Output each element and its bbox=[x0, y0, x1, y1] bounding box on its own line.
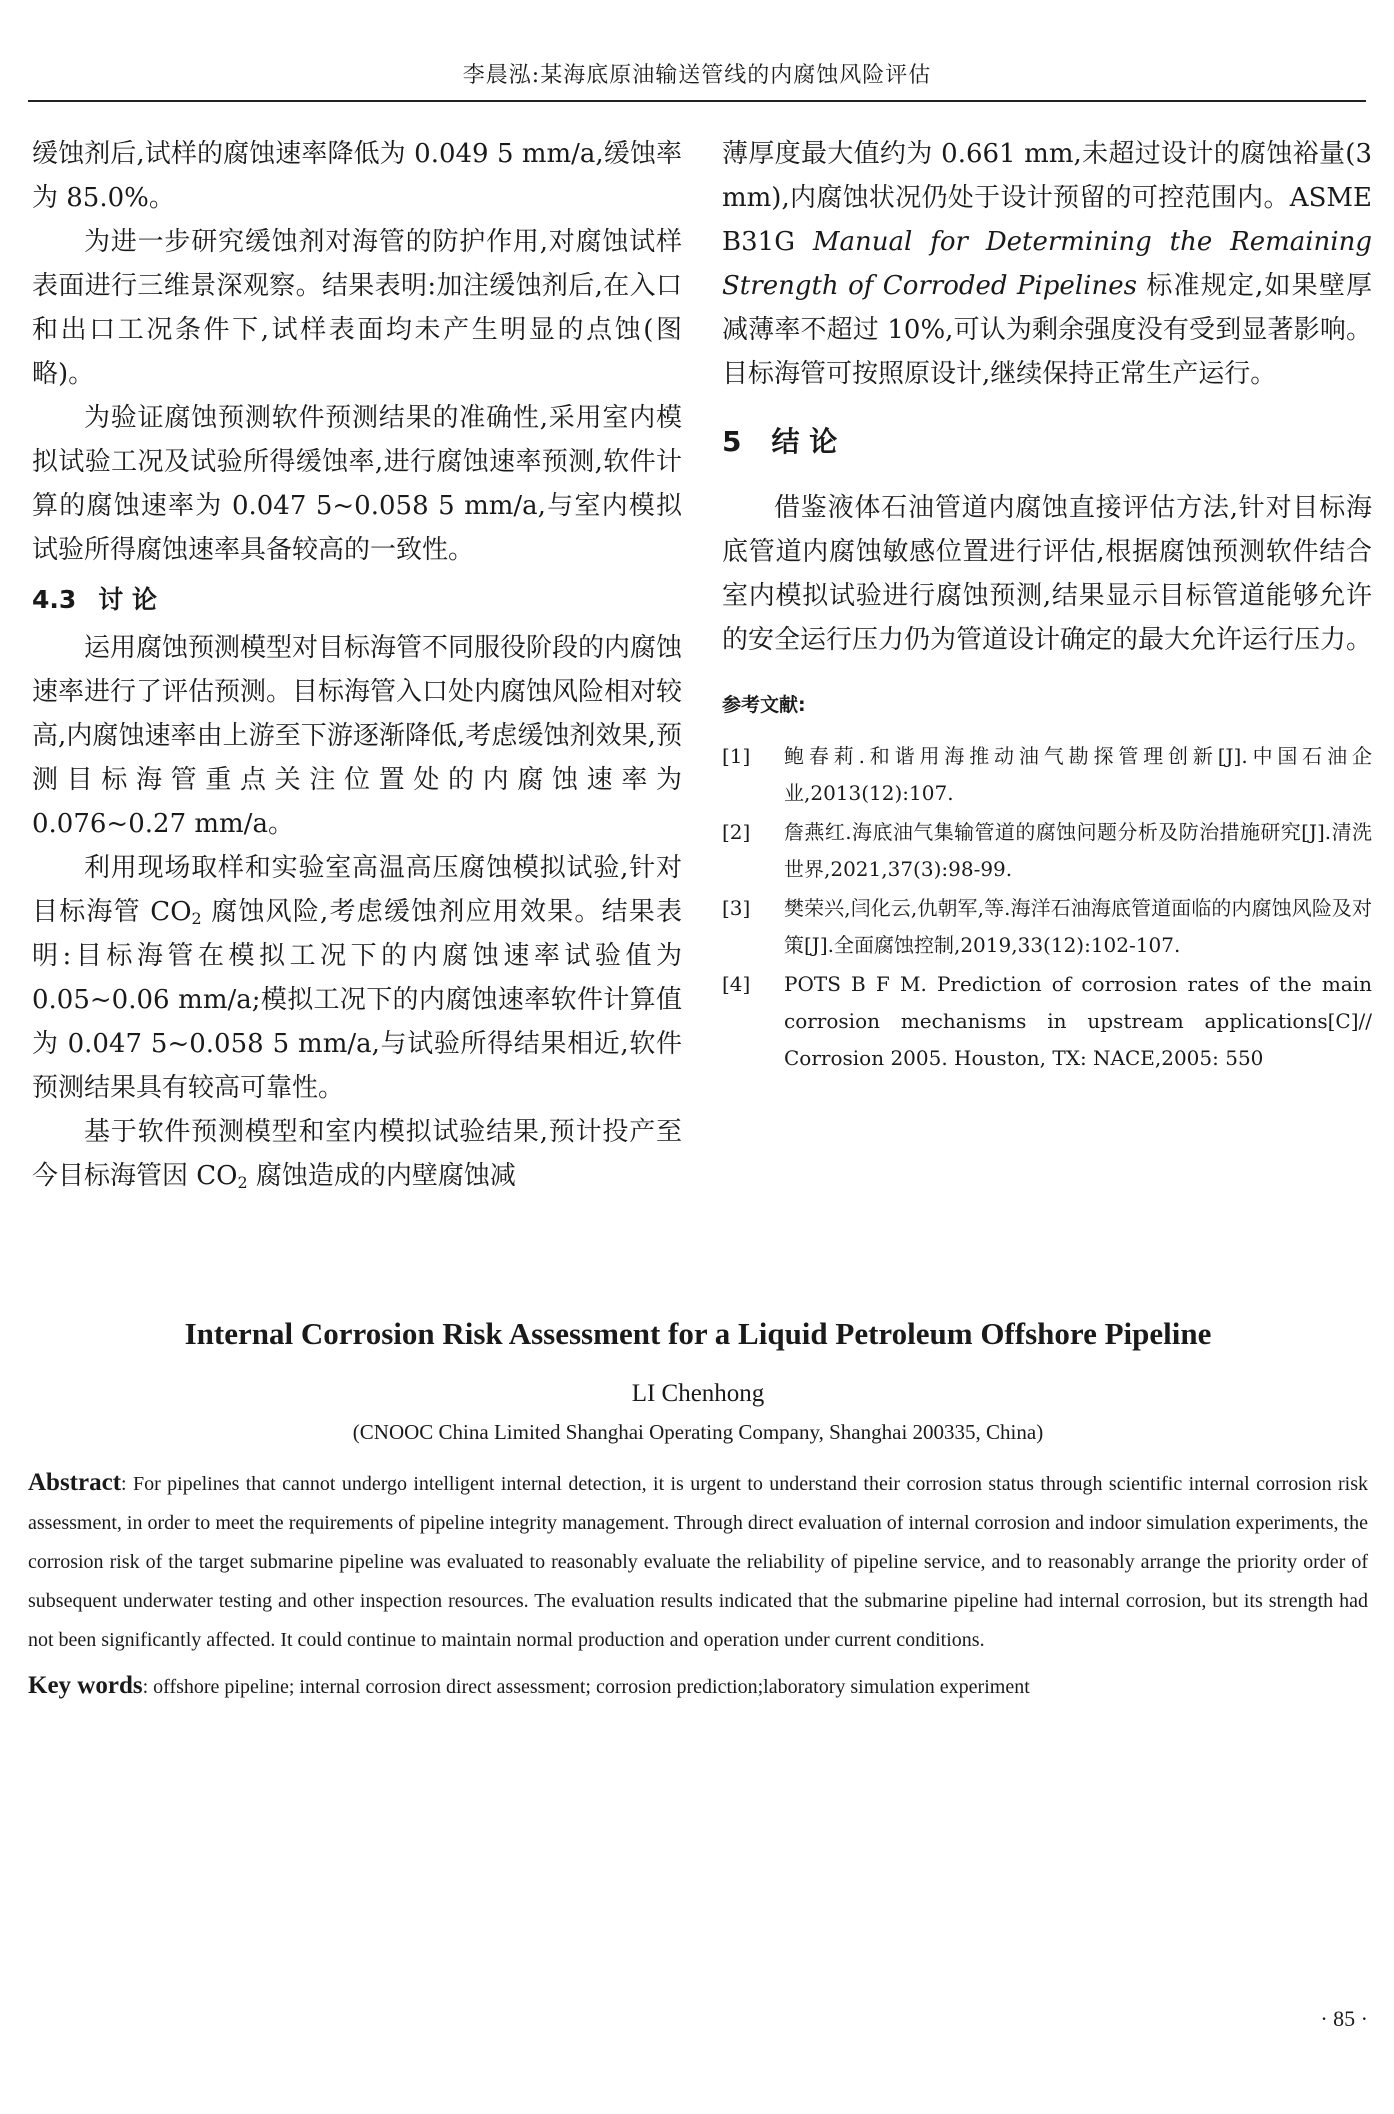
paragraph: 缓蚀剂后,试样的腐蚀速率降低为 0.049 5 mm/a,缓蚀率为 85.0%。 bbox=[32, 139, 682, 213]
paragraph: 基于软件预测模型和室内模拟试验结果,预计投产至今目标海管因 $CO_2$ 腐蚀造成的内壁腐蚀减 bbox=[32, 1117, 682, 1192]
right-column bbox=[722, 132, 1372, 1079]
english-abstract-block bbox=[28, 1316, 1368, 1707]
references-list bbox=[722, 738, 1372, 1077]
section-heading-4-3 bbox=[32, 578, 682, 622]
paragraph: 为验证腐蚀预测软件预测结果的准确性,采用室内模拟试验工况及试验所得缓蚀率,进行腐蚀速率预测,软件计算的腐蚀速率为 0.047 5~0.058 5 mm/a,与室内模拟试验所得腐蚀速率具备较高的一致性。 bbox=[32, 403, 682, 565]
paragraph: 薄厚度最大值约为 0.661 mm,未超过设计的腐蚀裕量(3 mm),内腐蚀状况仍处于设计预留的可控范围内。ASME B31G Manual for Determining the Remaining Strength of Corroded Pipelines 标准规定,如果壁厚减薄率不超过 10%,可认为剩余强度没有受到显著影响。目标海管可按照原设计,继续保持正常生产运行。 bbox=[722, 139, 1372, 389]
page-number: · 85 · bbox=[1320, 2006, 1368, 2031]
left-column bbox=[32, 132, 682, 1198]
english-abstract: Abstract: For pipelines that cannot undergo intelligent internal detection, it is urgent to understand their corrosion status through scientific internal corrosion risk assessment, in order to meet the requirements of pipeline integrity management. Through direct evaluation of internal corrosion and indoor simulation experiments, the corrosion risk of the target submarine pipeline was evaluated to reasonably evaluate the reliability of pipeline service, and to reasonably arrange the priority order of subsequent underwater testing and other inspection resources. The evaluation results indicated that the submarine pipeline had internal corrosion, but its strength had not been significantly affected. It could continue to maintain normal production and operation under current conditions. bbox=[28, 1469, 1369, 1651]
paragraph: 运用腐蚀预测模型对目标海管不同服役阶段的内腐蚀速率进行了评估预测。目标海管入口处内腐蚀风险相对较高,内腐蚀速率由上游至下游逐渐降低,考虑缓蚀剂效果,预测目标海管重点关注位置处的内腐蚀速率为 0.076~0.27 mm/a。 bbox=[32, 633, 683, 839]
reference-item: [2] 詹燕红.海底油气集输管道的腐蚀问题分析及防治措施研究[J].清洗世界,2021,37(3):98-99. bbox=[722, 820, 1372, 881]
english-keywords: Key words: offshore pipeline; internal corrosion direct assessment; corrosion prediction;laboratory simulation experiment bbox=[28, 1672, 1030, 1699]
english-affiliation: (CNOOC China Limited Shanghai Operating Company, Shanghai 200335, China) bbox=[352, 1420, 1044, 1444]
section-heading-5 bbox=[722, 420, 1372, 464]
english-author: LI Chenhong bbox=[631, 1380, 765, 1407]
references-heading: 参考文献: bbox=[722, 694, 806, 716]
paragraph: 为进一步研究缓蚀剂对海管的防护作用,对腐蚀试样表面进行三维景深观察。结果表明:加注缓蚀剂后,在入口和出口工况条件下,试样表面均未产生明显的点蚀(图略)。 bbox=[32, 227, 682, 389]
section-title: 结 论 bbox=[771, 425, 838, 458]
running-header: 李晨泓:某海底原油输送管线的内腐蚀风险评估 bbox=[462, 63, 932, 88]
english-title: Internal Corrosion Risk Assessment for a Liquid Petroleum Offshore Pipeline bbox=[184, 1316, 1212, 1351]
reference-item: [3] 樊荣兴,闫化云,仇朝军,等.海洋石油海底管道面临的内腐蚀风险及对策[J].全面腐蚀控制,2019,33(12):102-107. bbox=[722, 896, 1372, 957]
paragraph: 利用现场取样和实验室高温高压腐蚀模拟试验,针对目标海管 $CO_2$ 腐蚀风险,考虑缓蚀剂应用效果。结果表明:目标海管在模拟工况下的内腐蚀速率试验值为 0.05~0.06 mm/a;模拟工况下的内腐蚀速率软件计算值为 0.047 5~0.058 5 mm/a,与试验所得结果相近,软件预测结果具有较高可靠性。 bbox=[32, 853, 683, 1103]
paragraph: 借鉴液体石油管道内腐蚀直接评估方法,针对目标海底管道内腐蚀敏感位置进行评估,根据腐蚀预测软件结合室内模拟试验进行腐蚀预测,结果显示目标管道能够允许的安全运行压力仍为管道设计确定的最大允许运行压力。 bbox=[722, 493, 1373, 655]
reference-item: [4] POTS B F M. Prediction of corrosion rates of the main corrosion mechanisms in upstream applications[C]// Corrosion 2005. Houston, TX: NACE,2005: 550 bbox=[722, 972, 1372, 1070]
section-number: 4.3 bbox=[32, 585, 77, 614]
header-rule bbox=[28, 100, 1366, 102]
section-title: 讨 论 bbox=[98, 585, 158, 614]
section-number: 5 bbox=[722, 425, 742, 458]
reference-item: [1] 鲍春莉.和谐用海推动油气勘探管理创新[J].中国石油企业,2013(12):107. bbox=[722, 744, 1372, 805]
